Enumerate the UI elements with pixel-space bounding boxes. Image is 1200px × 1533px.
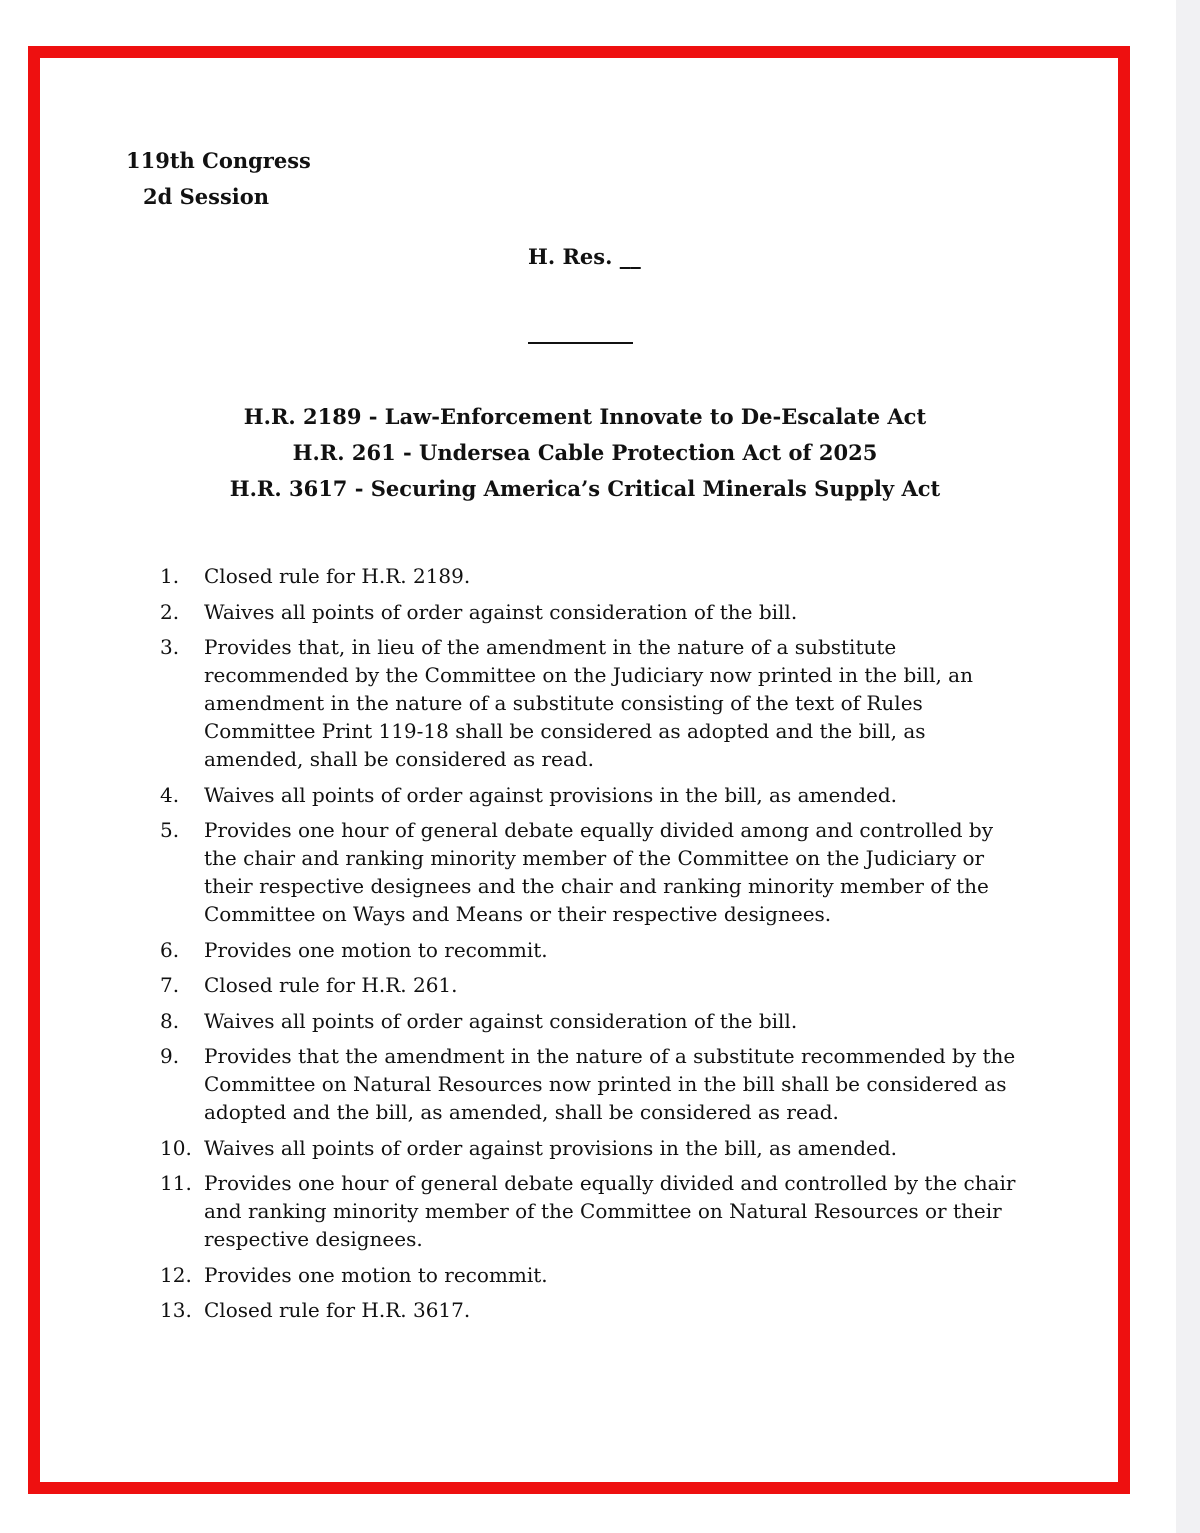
item-text: Provides that the amendment in the nature of a substitute recommended by the Committee on Natural Resources now printed in the bill shall be considered as adopted and the bill, as amended, shall be considered as read. (204, 1044, 1016, 1124)
congress-label: 119th Congress (126, 148, 311, 173)
list-item (160, 1134, 1020, 1162)
item-number: 2. (160, 599, 180, 624)
item-number: 13. (160, 1298, 192, 1322)
list-item (160, 1296, 1020, 1324)
item-text: Waives all points of order against provisions in the bill, as amended. (204, 1135, 897, 1160)
item-text: Closed rule for H.R. 2189. (204, 564, 471, 588)
item-number: 4. (160, 782, 180, 807)
list-item (160, 633, 1020, 773)
item-number: 3. (160, 635, 180, 659)
item-number: 8. (160, 1008, 180, 1033)
horizontal-rule (528, 342, 633, 344)
session-label: 2d Session (143, 184, 270, 209)
item-text: Provides one hour of general debate equally divided and controlled by the chair and ranking minority member of the Committee on Natural Resources or their respective designees. (204, 1171, 1016, 1251)
list-item (160, 1261, 1020, 1289)
item-text: Provides one motion to recommit. (204, 937, 548, 962)
list-item (160, 1007, 1020, 1035)
congress-session-block (126, 143, 311, 215)
list-item (160, 1042, 1020, 1126)
list-item (160, 936, 1020, 964)
list-item (160, 816, 1020, 928)
item-text: Closed rule for H.R. 261. (204, 973, 458, 997)
item-number: 9. (160, 1044, 180, 1068)
item-text: Provides that, in lieu of the amendment in the nature of a substitute recommended by the Committee on the Judiciary now printed in the bill, an amendment in the nature of a substitute consisting of the text of Rules Committee Print 119-18 shall be considered as adopted and the bill, as amended, shall be considered as read. (204, 635, 973, 771)
item-number: 11. (160, 1171, 192, 1195)
resolution-number: H. Res. __ (528, 244, 641, 269)
list-item (160, 781, 1020, 809)
provisions-list (160, 562, 1020, 1332)
item-text: Waives all points of order against consideration of the bill. (204, 1008, 798, 1033)
item-text: Provides one motion to recommit. (204, 1262, 548, 1287)
item-text: Waives all points of order against consideration of the bill. (204, 599, 798, 624)
bill-title: H.R. 3617 - Securing America’s Critical Minerals Supply Act (229, 476, 941, 501)
item-number: 10. (160, 1135, 192, 1160)
item-text: Waives all points of order against provisions in the bill, as amended. (204, 782, 897, 807)
list-item (160, 562, 1020, 590)
item-number: 12. (160, 1262, 192, 1287)
item-number: 6. (160, 937, 180, 962)
list-item (160, 1169, 1020, 1253)
item-number: 1. (160, 564, 180, 588)
list-item (160, 971, 1020, 999)
bill-titles (160, 399, 1010, 507)
bill-title: H.R. 261 - Undersea Cable Protection Act of 2025 (292, 440, 878, 465)
item-number: 7. (160, 973, 180, 997)
bill-title: H.R. 2189 - Law-Enforcement Innovate to De-Escalate Act (243, 404, 927, 429)
item-text: Provides one hour of general debate equally divided among and controlled by the chair and ranking minority member of the Committee on the Judiciary or their respective designees and the chair and ranking minority member of the Committee on Ways and Means or their respective designees. (204, 818, 994, 926)
item-number: 5. (160, 818, 180, 842)
list-item (160, 598, 1020, 626)
item-text: Closed rule for H.R. 3617. (204, 1298, 471, 1322)
